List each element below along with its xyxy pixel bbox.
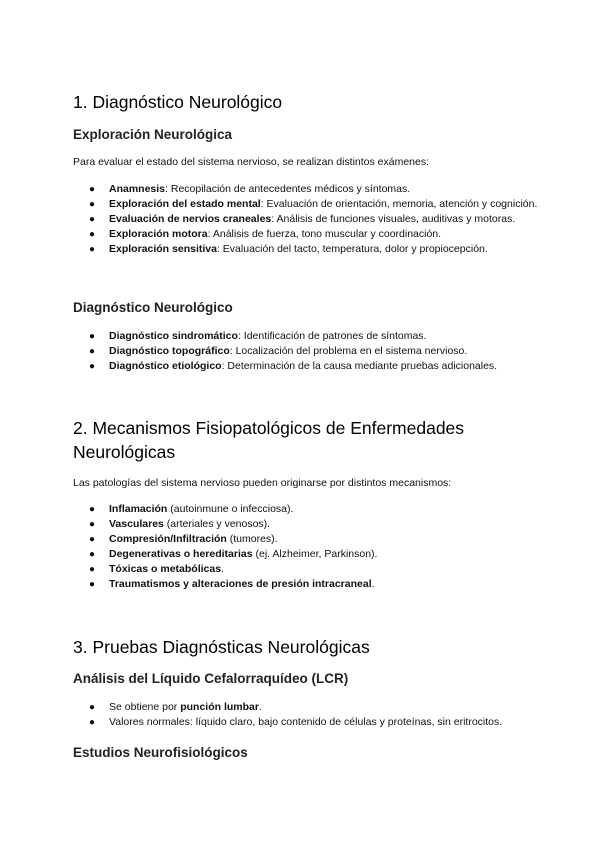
bullet-icon: ● [89, 702, 96, 713]
bullet-icon: ● [89, 346, 96, 357]
mecanismos-intro: Las patologías del sistema nervioso pueden originarse por distintos mecanismos: [73, 477, 452, 489]
list-item: ● Diagnóstico topográfico: Localización del problema en el sistema nervioso. [89, 345, 468, 357]
section-2-title-line-1: 2. Mecanismos Fisiopatológicos de Enfermedades [73, 418, 465, 438]
bullet-icon: ● [89, 184, 96, 195]
list-item: ● Vasculares (arteriales y venosos). [89, 518, 271, 530]
bullet-icon: ● [89, 229, 96, 240]
bullet-icon: ● [89, 549, 96, 560]
section-1-title: 1. Diagnóstico Neurológico [73, 92, 283, 112]
section-2-title-line-2: Neurológicas [73, 442, 176, 462]
list-item: ● Se obtiene por punción lumbar. [89, 701, 262, 713]
exploracion-intro: Para evaluar el estado del sistema nervioso, se realizan distintos exámenes: [73, 156, 430, 168]
section-3-title: 3. Pruebas Diagnósticas Neurológicas [73, 637, 370, 657]
bullet-icon: ● [89, 717, 96, 728]
diagnostico-list [73, 329, 581, 374]
list-item: ● Exploración sensitiva: Evaluación del tacto, temperatura, dolor y propiocepción. [89, 243, 488, 255]
list-item: ● Evaluación de nervios craneales: Análisis de funciones visuales, auditivas y motoras. [89, 213, 516, 225]
bullet-icon: ● [89, 504, 96, 515]
bullet-icon: ● [89, 214, 96, 225]
list-item: ● Degenerativas o hereditarias (ej. Alzheimer, Parkinson). [89, 548, 378, 560]
lcr-list [73, 700, 581, 730]
list-item: ● Inflamación (autoinmune o infecciosa). [89, 503, 294, 515]
exploracion-list [73, 182, 581, 257]
list-item: ● Valores normales: líquido claro, bajo contenido de células y proteínas, sin eritrocitos. [89, 716, 503, 728]
bullet-icon: ● [89, 331, 96, 342]
list-item: ● Compresión/Infiltración (tumores). [89, 533, 278, 545]
subsection-lcr-title: Análisis del Líquido Cefalorraquídeo (LCR) [73, 671, 349, 686]
list-item: ● Diagnóstico etiológico: Determinación de la causa mediante pruebas adicionales. [89, 360, 498, 372]
bullet-icon: ● [89, 534, 96, 545]
bullet-icon: ● [89, 244, 96, 255]
subsection-exploracion-title: Exploración Neurológica [73, 127, 233, 142]
list-item: ● Anamnesis: Recopilación de antecedentes médicos y síntomas. [89, 183, 411, 195]
list-item: ● Traumatismos y alteraciones de presión intracraneal. [89, 578, 375, 590]
subsection-diagnostico-title: Diagnóstico Neurológico [73, 300, 233, 315]
list-item: ● Tóxicas o metabólicas. [89, 563, 224, 575]
subsection-neurofisiologicos-title: Estudios Neurofisiológicos [73, 745, 248, 760]
list-item: ● Exploración motora: Análisis de fuerza, tono muscular y coordinación. [89, 228, 442, 240]
list-item: ● Diagnóstico sindromático: Identificación de patrones de síntomas. [89, 330, 427, 342]
bullet-icon: ● [89, 199, 96, 210]
bullet-icon: ● [89, 361, 96, 372]
list-item: ● Exploración del estado mental: Evaluación de orientación, memoria, atención y cognición. [89, 198, 538, 210]
bullet-icon: ● [89, 579, 96, 590]
bullet-icon: ● [89, 519, 96, 530]
bullet-icon: ● [89, 564, 96, 575]
mecanismos-list [73, 502, 581, 592]
